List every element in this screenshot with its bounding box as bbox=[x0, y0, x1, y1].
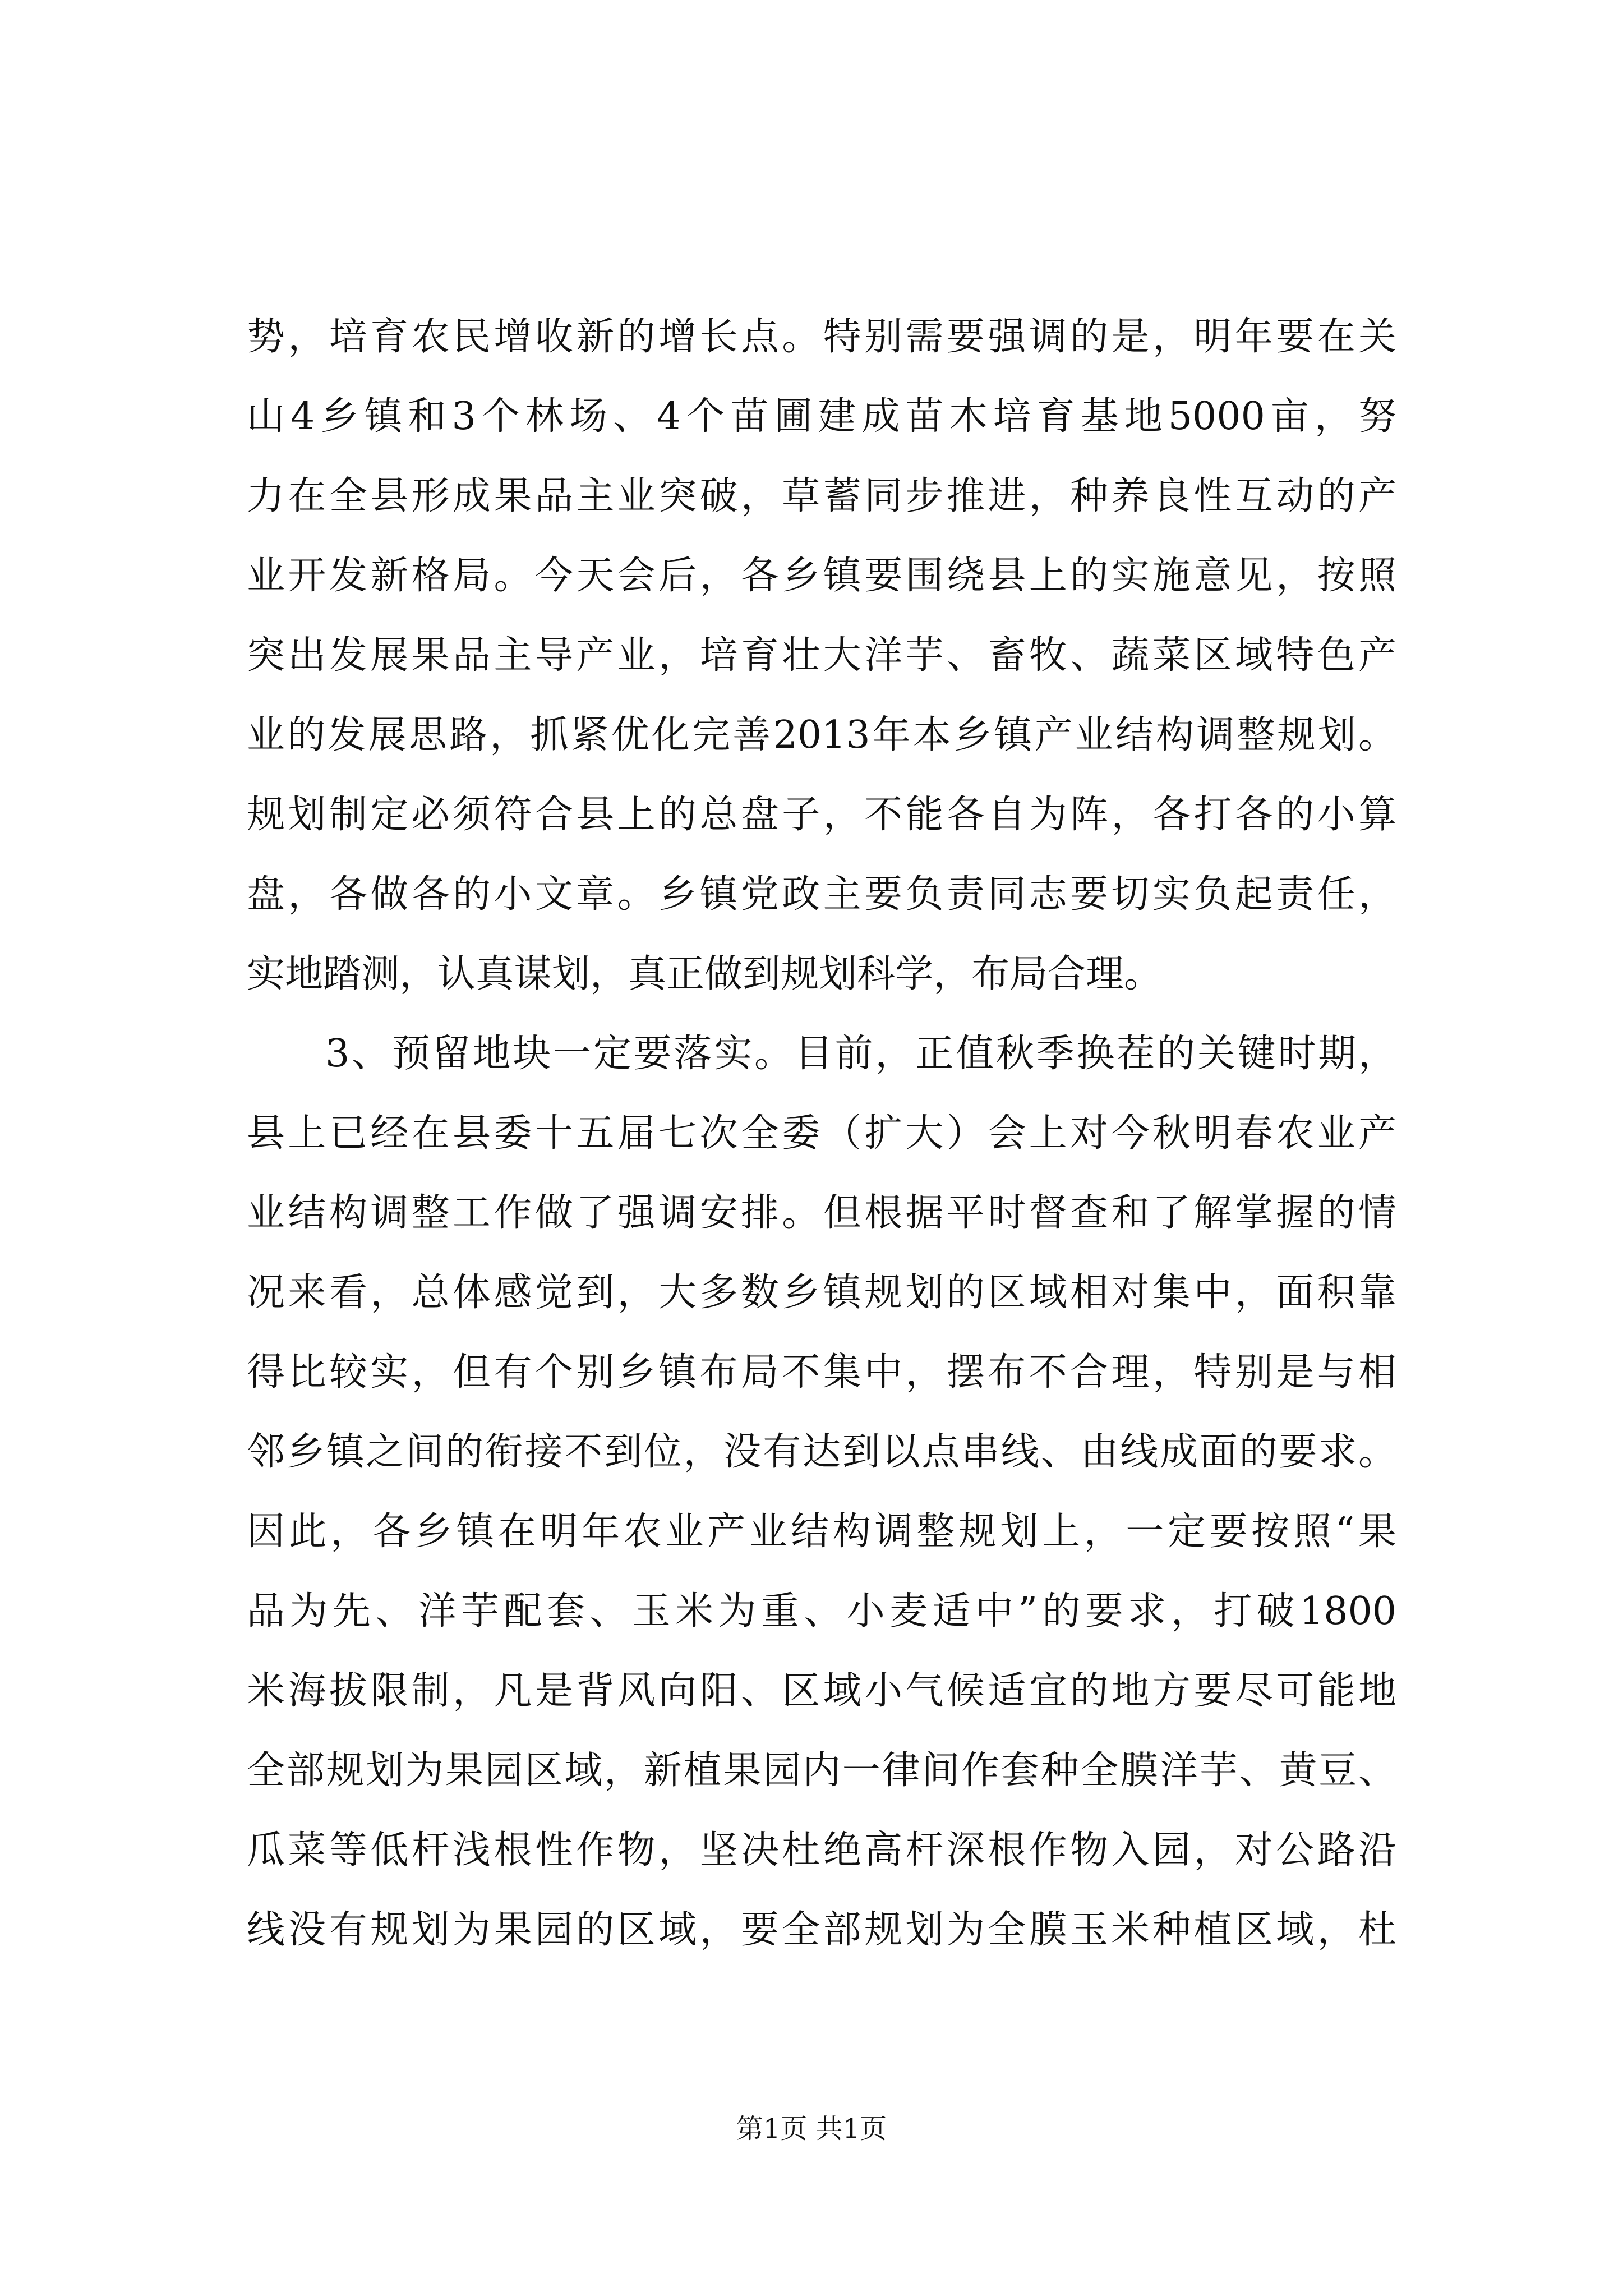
text-line: 势，培育农民增收新的增长点。特别需要强调的是，明年要在关 bbox=[247, 315, 1396, 359]
text-line: 业结构调整工作做了强调安排。但根据平时督查和了解掌握的情 bbox=[247, 1191, 1396, 1235]
text-line: 规划制定必须符合县上的总盘子，不能各自为阵，各打各的小算 bbox=[247, 793, 1396, 837]
text-line: 业的发展思路，抓紧优化完善2013年本乡镇产业结构调整规划。 bbox=[247, 713, 1396, 757]
text-line: 米海拔限制，凡是背风向阳、区域小气候适宜的地方要尽可能地 bbox=[247, 1669, 1396, 1713]
text-line: 全部规划为果园区域，新植果园内一律间作套种全膜洋芋、黄豆、 bbox=[247, 1749, 1396, 1793]
text-line: 县上已经在县委十五届七次全委（扩大）会上对今秋明春农业产 bbox=[247, 1111, 1396, 1156]
text-line: 线没有规划为果园的区域，要全部规划为全膜玉米种植区域，杜 bbox=[247, 1908, 1396, 1952]
text-line: 实地踏测，认真谋划，真正做到规划科学，布局合理。 bbox=[247, 952, 1163, 996]
text-line: 突出发展果品主导产业，培育壮大洋芋、畜牧、蔬菜区域特色产 bbox=[247, 633, 1396, 678]
text-line: 邻乡镇之间的衔接不到位，没有达到以点串线、由线成面的要求。 bbox=[247, 1430, 1396, 1474]
text-line: 瓜菜等低杆浅根性作物，坚决杜绝高杆深根作物入园，对公路沿 bbox=[247, 1828, 1396, 1872]
document-body bbox=[247, 297, 1396, 1970]
text-line: 山4乡镇和3个林场、4个苗圃建成苗木培育基地5000亩，努 bbox=[247, 394, 1396, 439]
text-line: 业开发新格局。今天会后，各乡镇要围绕县上的实施意见，按照 bbox=[247, 554, 1396, 598]
text-line: 盘，各做各的小文章。乡镇党政主要负责同志要切实负起责任， bbox=[247, 872, 1396, 917]
text-line: 况来看，总体感觉到，大多数乡镇规划的区域相对集中，面积靠 bbox=[247, 1271, 1396, 1315]
page-number-footer: 第1页 共1页 bbox=[736, 2113, 887, 2145]
text-line: 因此，各乡镇在明年农业产业结构调整规划上，一定要按照“果 bbox=[247, 1510, 1396, 1554]
text-line: 力在全县形成果品主业突破，草蓄同步推进，种养良性互动的产 bbox=[247, 474, 1396, 518]
text-line: 得比较实，但有个别乡镇布局不集中，摆布不合理，特别是与相 bbox=[247, 1350, 1396, 1395]
text-line: 品为先、洋芋配套、玉米为重、小麦适中”的要求，打破1800 bbox=[247, 1589, 1396, 1634]
paragraph-start-line: 3、预留地块一定要落实。目前，正值秋季换茬的关键时期， bbox=[325, 1032, 1396, 1076]
